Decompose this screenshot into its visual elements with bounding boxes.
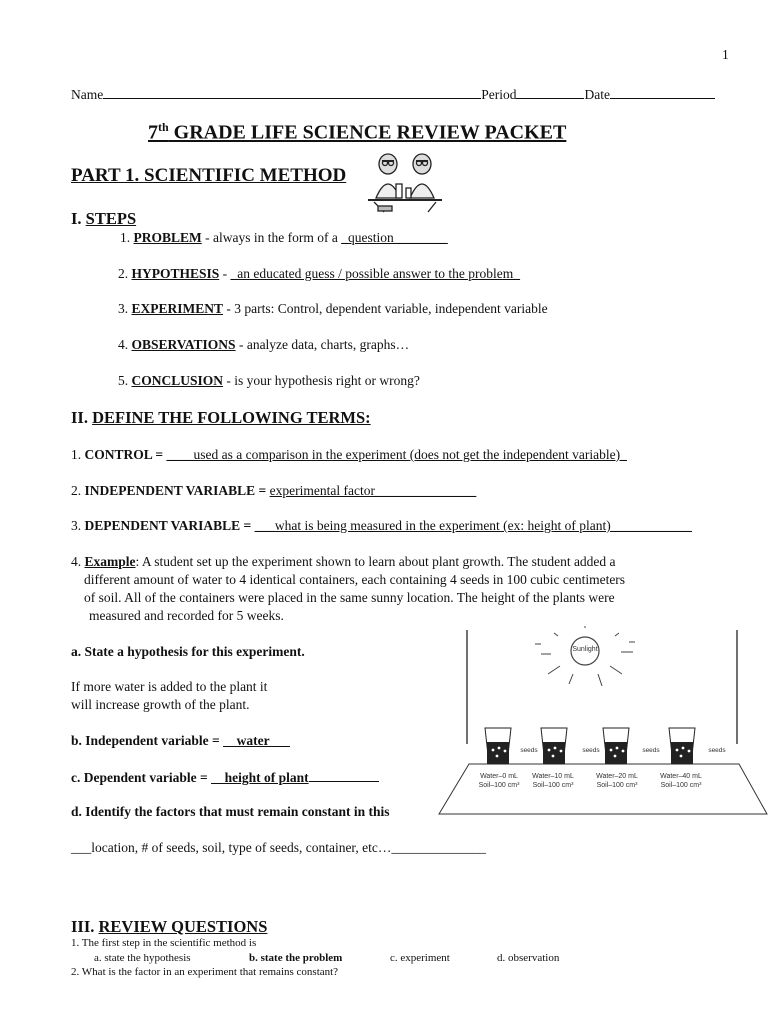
review-question-2: 2. What is the factor in an experiment that remains constant? bbox=[71, 966, 339, 978]
example-line: different amount of water to 4 identical containers, each containing 4 seeds in 100 cubic centimeters bbox=[84, 572, 626, 587]
choice-b[interactable]: b. state the problem bbox=[249, 952, 343, 964]
experiment-figure bbox=[433, 624, 770, 824]
review-question-1: 1. The first step in the scientific method is bbox=[71, 937, 257, 949]
date-label: Date bbox=[584, 87, 610, 102]
seeds-label: seeds bbox=[708, 747, 726, 754]
define-item: 1. CONTROL = ____used as a comparison in the experiment (does not get the independent variable)_ bbox=[71, 447, 627, 462]
seeds-label: seeds bbox=[582, 747, 600, 754]
page-title: 7th GRADE LIFE SCIENCE REVIEW PACKET bbox=[148, 120, 567, 144]
name-field[interactable] bbox=[103, 85, 481, 99]
soil-label: Soil–100 cm³ bbox=[532, 782, 574, 789]
soil-label: Soil–100 cm³ bbox=[660, 782, 702, 789]
example-line: of soil. All of the containers were placed in the same sunny location. The height of the plants were bbox=[84, 590, 615, 605]
sun-label: Sunlight bbox=[572, 646, 598, 653]
water-label: Water–10 mL bbox=[532, 773, 574, 780]
answer-a-line1: If more water is added to the plant it bbox=[71, 679, 268, 694]
question-d: d. Identify the factors that must remain constant in this bbox=[71, 804, 390, 819]
steps-heading: I. STEPS bbox=[71, 209, 137, 228]
step-item: 3. EXPERIMENT - 3 parts: Control, dependent variable, independent variable bbox=[118, 301, 548, 316]
period-field[interactable] bbox=[516, 85, 584, 99]
review-heading: III. REVIEW QUESTIONS bbox=[71, 917, 268, 936]
scientists-illustration bbox=[366, 150, 444, 214]
period-label: Period bbox=[481, 87, 517, 102]
choice-d[interactable]: d. observation bbox=[497, 952, 560, 964]
step-item: 5. CONCLUSION - is your hypothesis right or wrong? bbox=[118, 373, 420, 388]
seeds-label: seeds bbox=[520, 747, 538, 754]
question-a: a. State a hypothesis for this experiment. bbox=[71, 644, 305, 659]
soil-label: Soil–100 cm³ bbox=[478, 782, 520, 789]
water-label: Water–20 mL bbox=[596, 773, 638, 780]
water-label: Water–40 mL bbox=[660, 773, 702, 780]
answer-a-line2: will increase growth of the plant. bbox=[71, 697, 250, 712]
step-item: 4. OBSERVATIONS - analyze data, charts, graphs… bbox=[118, 337, 410, 352]
seeds-label: seeds bbox=[642, 747, 660, 754]
date-field[interactable] bbox=[610, 85, 715, 99]
step-item: 1. PROBLEM - always in the form of a _question________ bbox=[120, 230, 448, 245]
choice-c[interactable]: c. experiment bbox=[390, 952, 450, 964]
example-line: measured and recorded for 5 weeks. bbox=[89, 608, 284, 623]
question-b: b. Independent variable = __water___ bbox=[71, 733, 290, 748]
define-item: 3. DEPENDENT VARIABLE = ___what is being measured in the experiment (ex: height of plant)____________ bbox=[71, 518, 692, 533]
name-period-date-line bbox=[71, 85, 715, 103]
water-label: Water–0 mL bbox=[480, 773, 518, 780]
define-heading: II. DEFINE THE FOLLOWING TERMS: bbox=[71, 408, 371, 427]
name-label: Name bbox=[71, 87, 104, 102]
answer-d: ___location, # of seeds, soil, type of seeds, container, etc…______________ bbox=[71, 840, 486, 855]
page-number: 1 bbox=[722, 47, 729, 62]
define-item: 2. INDEPENDENT VARIABLE = experimental factor_______________ bbox=[71, 483, 477, 498]
part1-heading: PART 1. SCIENTIFIC METHOD bbox=[71, 165, 347, 186]
example-line: 4. Example: A student set up the experiment shown to learn about plant growth. The student added a bbox=[71, 554, 616, 569]
choice-a[interactable]: a. state the hypothesis bbox=[94, 952, 191, 964]
soil-label: Soil–100 cm³ bbox=[596, 782, 638, 789]
question-c: c. Dependent variable = __height of plant bbox=[71, 768, 379, 786]
step-item: 2. HYPOTHESIS - _an educated guess / possible answer to the problem_ bbox=[118, 266, 520, 281]
